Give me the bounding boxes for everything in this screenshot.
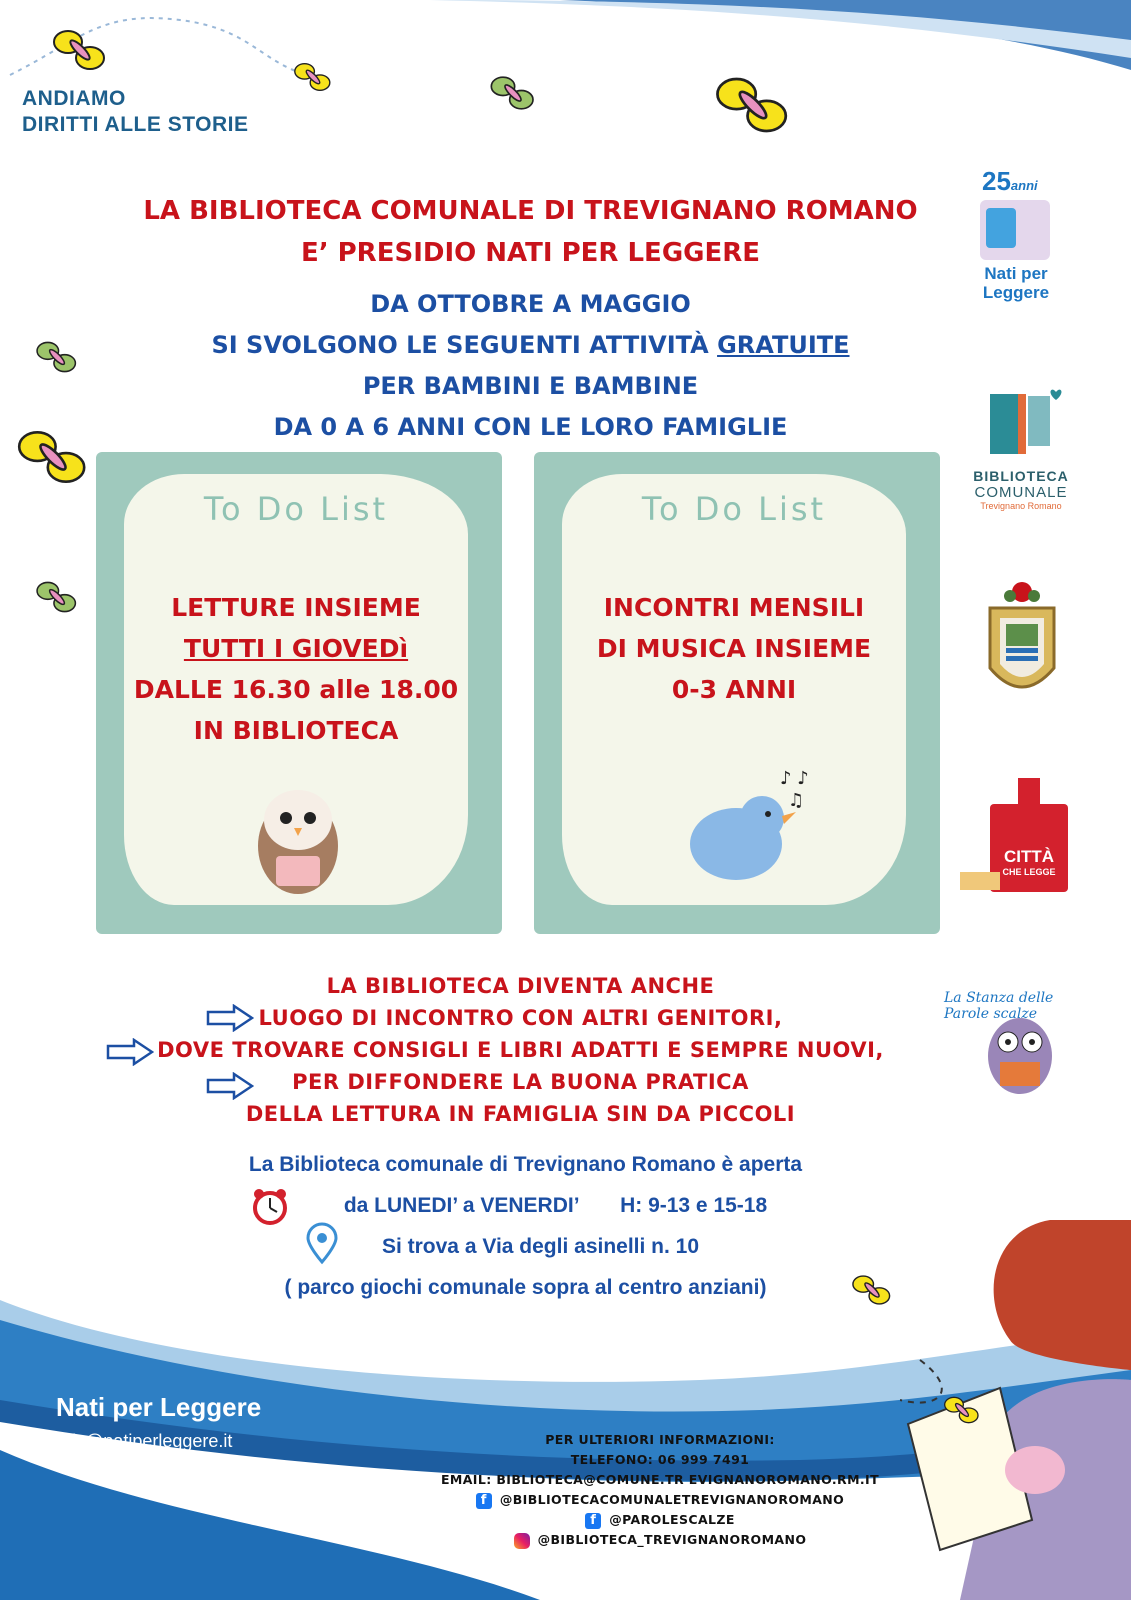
- contact-title: PER ULTERIORI INFORMAZIONI:: [545, 1432, 775, 1447]
- npl-badge-sub: anni: [1010, 178, 1038, 193]
- benefit-item: LUOGO DI INCONTRO CON ALTRI GENITORI,: [258, 1006, 783, 1030]
- opening-time: H: 9-13 e 15-18: [620, 1194, 768, 1217]
- benefit-item: DOVE TROVARE CONSIGLI E LIBRI ADATTI E SEMPRE NUOVI,: [157, 1038, 884, 1062]
- book-icon: [966, 384, 1076, 464]
- instagram-handle: @BIBLIOTECA_TREVIGNANOROMANO: [537, 1532, 807, 1547]
- facebook-parolescalze-link[interactable]: [420, 1510, 900, 1530]
- npl-footer: [56, 1392, 261, 1452]
- arrow-right-icon: [206, 1004, 254, 1032]
- butterfly-icon: [488, 68, 538, 118]
- library-logo-line-1: BIBLIOTECA: [973, 468, 1069, 484]
- card-body: [96, 587, 496, 751]
- npl-footer-email[interactable]: info@natiperleggere.it: [56, 1431, 233, 1451]
- activity-card-readings: [96, 452, 496, 927]
- butterfly-icon: [942, 1390, 982, 1430]
- address-note: ( parco giochi comunale sopra al centro anziani): [284, 1276, 767, 1299]
- address: Si trova a Via degli asinelli n. 10: [381, 1235, 700, 1258]
- contact-email[interactable]: EMAIL: BIBLIOTECA@COMUNE.TR EVIGNANOROMANO.RM.IT: [440, 1472, 880, 1487]
- card-title: To Do List: [203, 490, 389, 528]
- card-line-1: INCONTRI MENSILI: [603, 593, 865, 622]
- facebook-parolescalze-handle: @PAROLESCALZE: [609, 1512, 735, 1527]
- owl-icon: [246, 770, 356, 900]
- npl-badge-number: 25: [982, 166, 1011, 196]
- instagram-link[interactable]: [420, 1530, 900, 1550]
- facebook-library-link[interactable]: [420, 1490, 900, 1510]
- contact-phone: TELEFONO: 06 999 7491: [570, 1452, 750, 1467]
- butterfly-icon: [712, 64, 794, 146]
- citta-che-legge-logo: [960, 778, 1070, 898]
- benefit-item: PER DIFFONDERE LA BUONA PRATICA: [292, 1070, 749, 1094]
- facebook-icon: f: [585, 1513, 601, 1529]
- intro-line-4: DA 0 A 6 ANNI CON LE LORO FAMIGLIE: [273, 413, 788, 441]
- npl-25-logo: [966, 160, 1066, 310]
- card-line-3: 0-3 ANNI: [671, 675, 797, 704]
- intro-line-2-text: SI SVOLGONO LE SEGUENTI ATTIVITÀ: [211, 331, 718, 359]
- card-body: [534, 587, 934, 710]
- card-line-2: TUTTI I GIOVEDì: [183, 634, 409, 663]
- instagram-icon: [514, 1533, 530, 1549]
- card-line-4: IN BIBLIOTECA: [193, 716, 399, 745]
- card-title: To Do List: [641, 490, 827, 528]
- svg-text:♪ ♪: ♪ ♪: [780, 768, 809, 789]
- headline-line-1: LA BIBLIOTECA COMUNALE DI TREVIGNANO ROMANO: [143, 196, 918, 226]
- library-logo-line-2: COMUNALE: [974, 484, 1068, 501]
- intro-text: [0, 284, 1131, 448]
- brand-line-1: ANDIAMO: [22, 87, 126, 110]
- npl-name-line-1: Nati per: [984, 264, 1048, 283]
- npl-name-line-2: Leggere: [982, 283, 1050, 302]
- butterfly-icon: [50, 20, 110, 80]
- opening-days: da LUNEDI’ a VENERDI’: [343, 1194, 579, 1217]
- npl-footer-title: Nati per Leggere: [56, 1392, 262, 1422]
- card-line-3: DALLE 16.30 alle 18.00: [133, 675, 459, 704]
- headline: [0, 190, 1131, 274]
- campaign-brand: [22, 86, 249, 138]
- facebook-icon: f: [476, 1493, 492, 1509]
- benefit-item: DELLA LETTURA IN FAMIGLIA SIN DA PICCOLI: [245, 1102, 796, 1126]
- library-logo: [966, 384, 1076, 514]
- intro-line-2: [0, 325, 1061, 366]
- intro-line-3: PER BAMBINI E BAMBINE: [362, 372, 699, 400]
- card-line-1: LETTURE INSIEME: [171, 593, 421, 622]
- butterfly-icon: [292, 56, 334, 98]
- facebook-library-handle: @BIBLIOTECACOMUNALETREVIGNANOROMANO: [499, 1492, 845, 1507]
- free-label: GRATUITE: [717, 331, 850, 359]
- mother-reading-illustration: [900, 1220, 1131, 1600]
- alarm-clock-icon: [250, 1186, 290, 1226]
- location-pin-icon: [302, 1222, 342, 1266]
- arrow-right-icon: [106, 1038, 154, 1066]
- citta-line-1: CITTÀ: [1003, 847, 1055, 866]
- benefits-list: [0, 970, 1131, 1130]
- benefits-intro: LA BIBLIOTECA DIVENTA ANCHE: [326, 974, 715, 998]
- activity-card-music: [534, 452, 934, 927]
- singing-bird-icon: [684, 764, 824, 894]
- stanza-text: La Stanza delle Parole scalze: [944, 990, 1054, 1022]
- intro-line-1: DA OTTOBRE A MAGGIO: [370, 290, 691, 318]
- citta-line-2: CHE LEGGE: [1002, 867, 1056, 877]
- contact-info: [420, 1430, 900, 1550]
- top-wave-decoration: [0, 0, 1131, 80]
- butterfly-icon: [34, 574, 80, 620]
- opening-info: La Biblioteca comunale di Trevignano Romano è aperta: [248, 1153, 803, 1176]
- headline-line-2: E’ PRESIDIO NATI PER LEGGERE: [300, 238, 761, 268]
- card-line-2: DI MUSICA INSIEME: [596, 634, 872, 663]
- municipal-coat-of-arms-icon: [982, 578, 1062, 708]
- svg-text:♫: ♫: [788, 790, 805, 811]
- brand-line-2: DIRITTI ALLE STORIE: [22, 113, 249, 136]
- library-logo-line-3: Trevignano Romano: [980, 501, 1062, 511]
- arrow-right-icon: [206, 1072, 254, 1100]
